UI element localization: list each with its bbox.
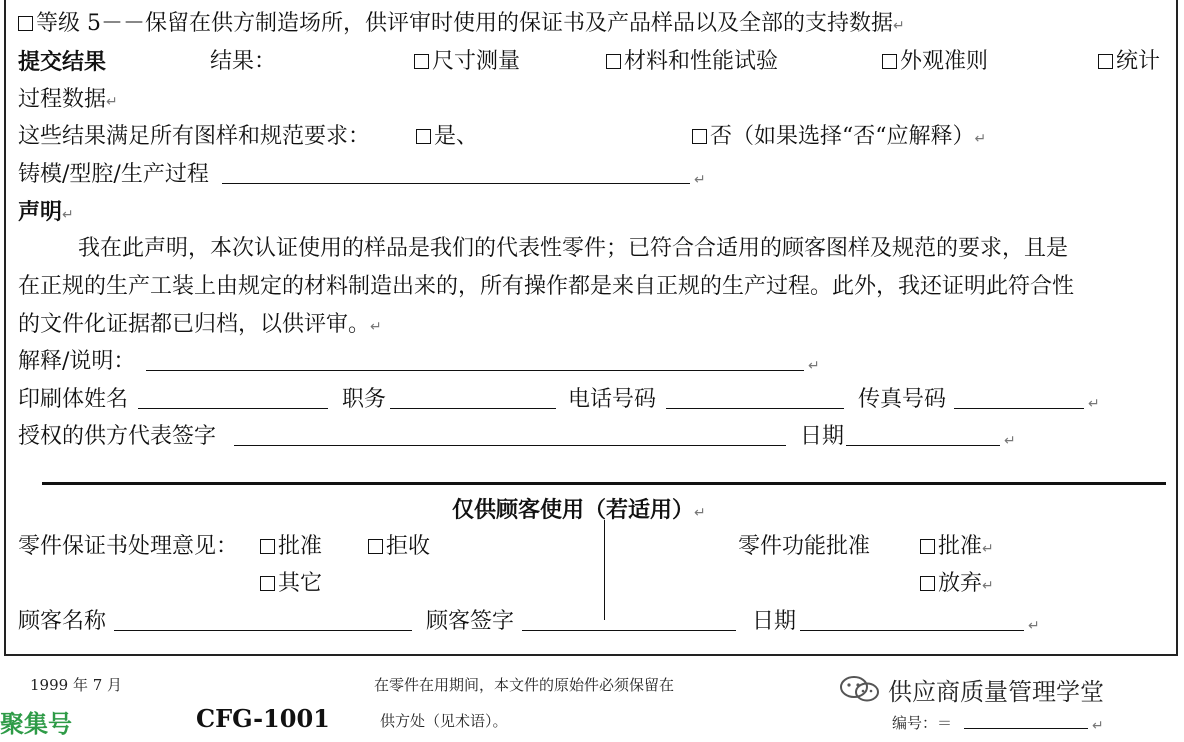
declaration-line-3: 的文件化证据都已归档，以供评审。↵	[18, 312, 382, 337]
statistics-label: 统计	[1116, 49, 1161, 74]
auth-signature-label: 授权的供方代表签字	[18, 424, 217, 449]
appearance-label: 外观准则	[900, 49, 989, 74]
disposition-label: 零件保证书处理意见：	[18, 534, 239, 559]
mold-label: 铸模/型腔/生产过程	[18, 162, 209, 187]
disposition-other-option[interactable]	[260, 570, 322, 598]
no-checkbox[interactable]	[692, 129, 707, 144]
customer-sign-field[interactable]	[522, 630, 736, 631]
wechat-logo-icon	[838, 674, 882, 704]
customer-name-label: 顾客名称	[18, 609, 107, 634]
paragraph-mark-icon: ↵	[694, 172, 706, 188]
footer-note-line-1: 在零件在用期间，本文件的原始件必须保留在	[374, 676, 675, 694]
statistics-checkbox[interactable]	[1098, 54, 1113, 69]
level5-option[interactable]	[18, 10, 905, 40]
material-option[interactable]	[606, 48, 778, 76]
paragraph-mark-icon: ↵	[1092, 718, 1104, 734]
material-checkbox[interactable]	[606, 54, 621, 69]
statistics-option[interactable]	[1098, 48, 1160, 76]
paragraph-mark-icon: ↵	[893, 18, 905, 34]
appearance-checkbox[interactable]	[882, 54, 897, 69]
footer-date: 1999 年 7 月	[30, 676, 123, 694]
other-label: 其它	[278, 571, 323, 596]
func-approval-label: 零件功能批准	[738, 534, 871, 559]
form-code: CFG-1001	[196, 704, 330, 733]
declaration-heading: 声明↵	[18, 199, 74, 225]
reject-label: 拒收	[386, 534, 431, 559]
level5-checkbox[interactable]	[18, 16, 33, 31]
customer-name-field[interactable]	[114, 630, 412, 631]
func-approve-checkbox[interactable]	[920, 539, 935, 554]
title-label: 职务	[342, 387, 387, 412]
disposition-approve-option[interactable]	[260, 533, 322, 561]
appearance-option[interactable]	[882, 48, 988, 76]
date-label: 日期	[800, 424, 845, 449]
printed-name-label: 印刷体姓名	[18, 387, 129, 412]
title-field[interactable]	[390, 408, 556, 409]
func-approve-label: 批准	[938, 534, 983, 559]
declaration-line-2: 在正规的生产工装上由规定的材料制造出来的，所有操作都是来自正规的生产过程。此外，我还证明此符合性	[18, 274, 1075, 299]
level5-label: 等级 5－－保留在供方制造场所，供评审时使用的保证书及产品样品以及全部的支持数据	[36, 11, 893, 36]
explain-field[interactable]	[146, 370, 804, 371]
statistics-label-cont: 过程数据↵	[18, 87, 118, 112]
customer-heading: 仅供顾客使用（若适用）↵	[452, 497, 706, 523]
printed-name-field[interactable]	[138, 408, 328, 409]
dimension-option[interactable]	[414, 48, 520, 76]
result-label: 结果：	[210, 49, 277, 74]
no-label: 否（如果选择“否“应解释）	[710, 124, 975, 149]
paragraph-mark-icon: ↵	[1088, 396, 1100, 412]
footer-number-label: 编号：＝	[892, 714, 953, 732]
brand-logo: 聚集号	[0, 710, 72, 738]
customer-sign-label: 顾客签字	[426, 609, 515, 634]
auth-signature-field[interactable]	[234, 445, 786, 446]
explain-label: 解释/说明：	[18, 349, 136, 374]
paragraph-mark-icon: ↵	[1028, 618, 1040, 634]
yes-label: 是、	[434, 124, 479, 149]
disposition-reject-option[interactable]	[368, 533, 430, 561]
reject-checkbox[interactable]	[368, 539, 383, 554]
dimension-checkbox[interactable]	[414, 54, 429, 69]
section-divider	[42, 482, 1166, 485]
customer-vertical-divider	[604, 520, 605, 620]
meets-question: 这些结果满足所有图样和规范要求：	[18, 124, 371, 149]
date-field[interactable]	[846, 445, 1000, 446]
watermark: 供应商质量管理学堂	[838, 672, 1104, 707]
approve-checkbox[interactable]	[260, 539, 275, 554]
customer-date-field[interactable]	[800, 630, 1024, 631]
footer-number-field[interactable]	[964, 728, 1088, 729]
phone-label: 电话号码	[568, 387, 657, 412]
material-label: 材料和性能试验	[624, 49, 779, 74]
func-waive-option[interactable]: 放弃↵	[920, 570, 994, 600]
approve-label: 批准	[278, 534, 323, 559]
submit-heading: 提交结果	[18, 49, 107, 75]
mold-field[interactable]	[222, 183, 690, 184]
footer-note-line-2: 供方处（见术语）。	[380, 712, 508, 730]
yes-checkbox[interactable]	[416, 129, 431, 144]
declaration-line-1: 我在此声明，本次认证使用的样品是我们的代表性零件；已符合合适用的顾客图样及规范的要求，且是	[78, 236, 1069, 261]
paragraph-mark-icon: ↵	[1004, 433, 1016, 449]
meets-yes-option[interactable]	[416, 123, 478, 151]
customer-date-label: 日期	[752, 609, 797, 634]
func-waive-label: 放弃	[938, 571, 983, 596]
phone-field[interactable]	[666, 408, 844, 409]
meets-no-option[interactable]: 否（如果选择“否“应解释）↵	[692, 123, 986, 153]
func-waive-checkbox[interactable]	[920, 576, 935, 591]
fax-field[interactable]	[954, 408, 1084, 409]
fax-label: 传真号码	[858, 387, 947, 412]
other-checkbox[interactable]	[260, 576, 275, 591]
dimension-label: 尺寸测量	[432, 49, 521, 74]
func-approve-option[interactable]: 批准↵	[920, 533, 994, 563]
paragraph-mark-icon: ↵	[808, 358, 820, 374]
